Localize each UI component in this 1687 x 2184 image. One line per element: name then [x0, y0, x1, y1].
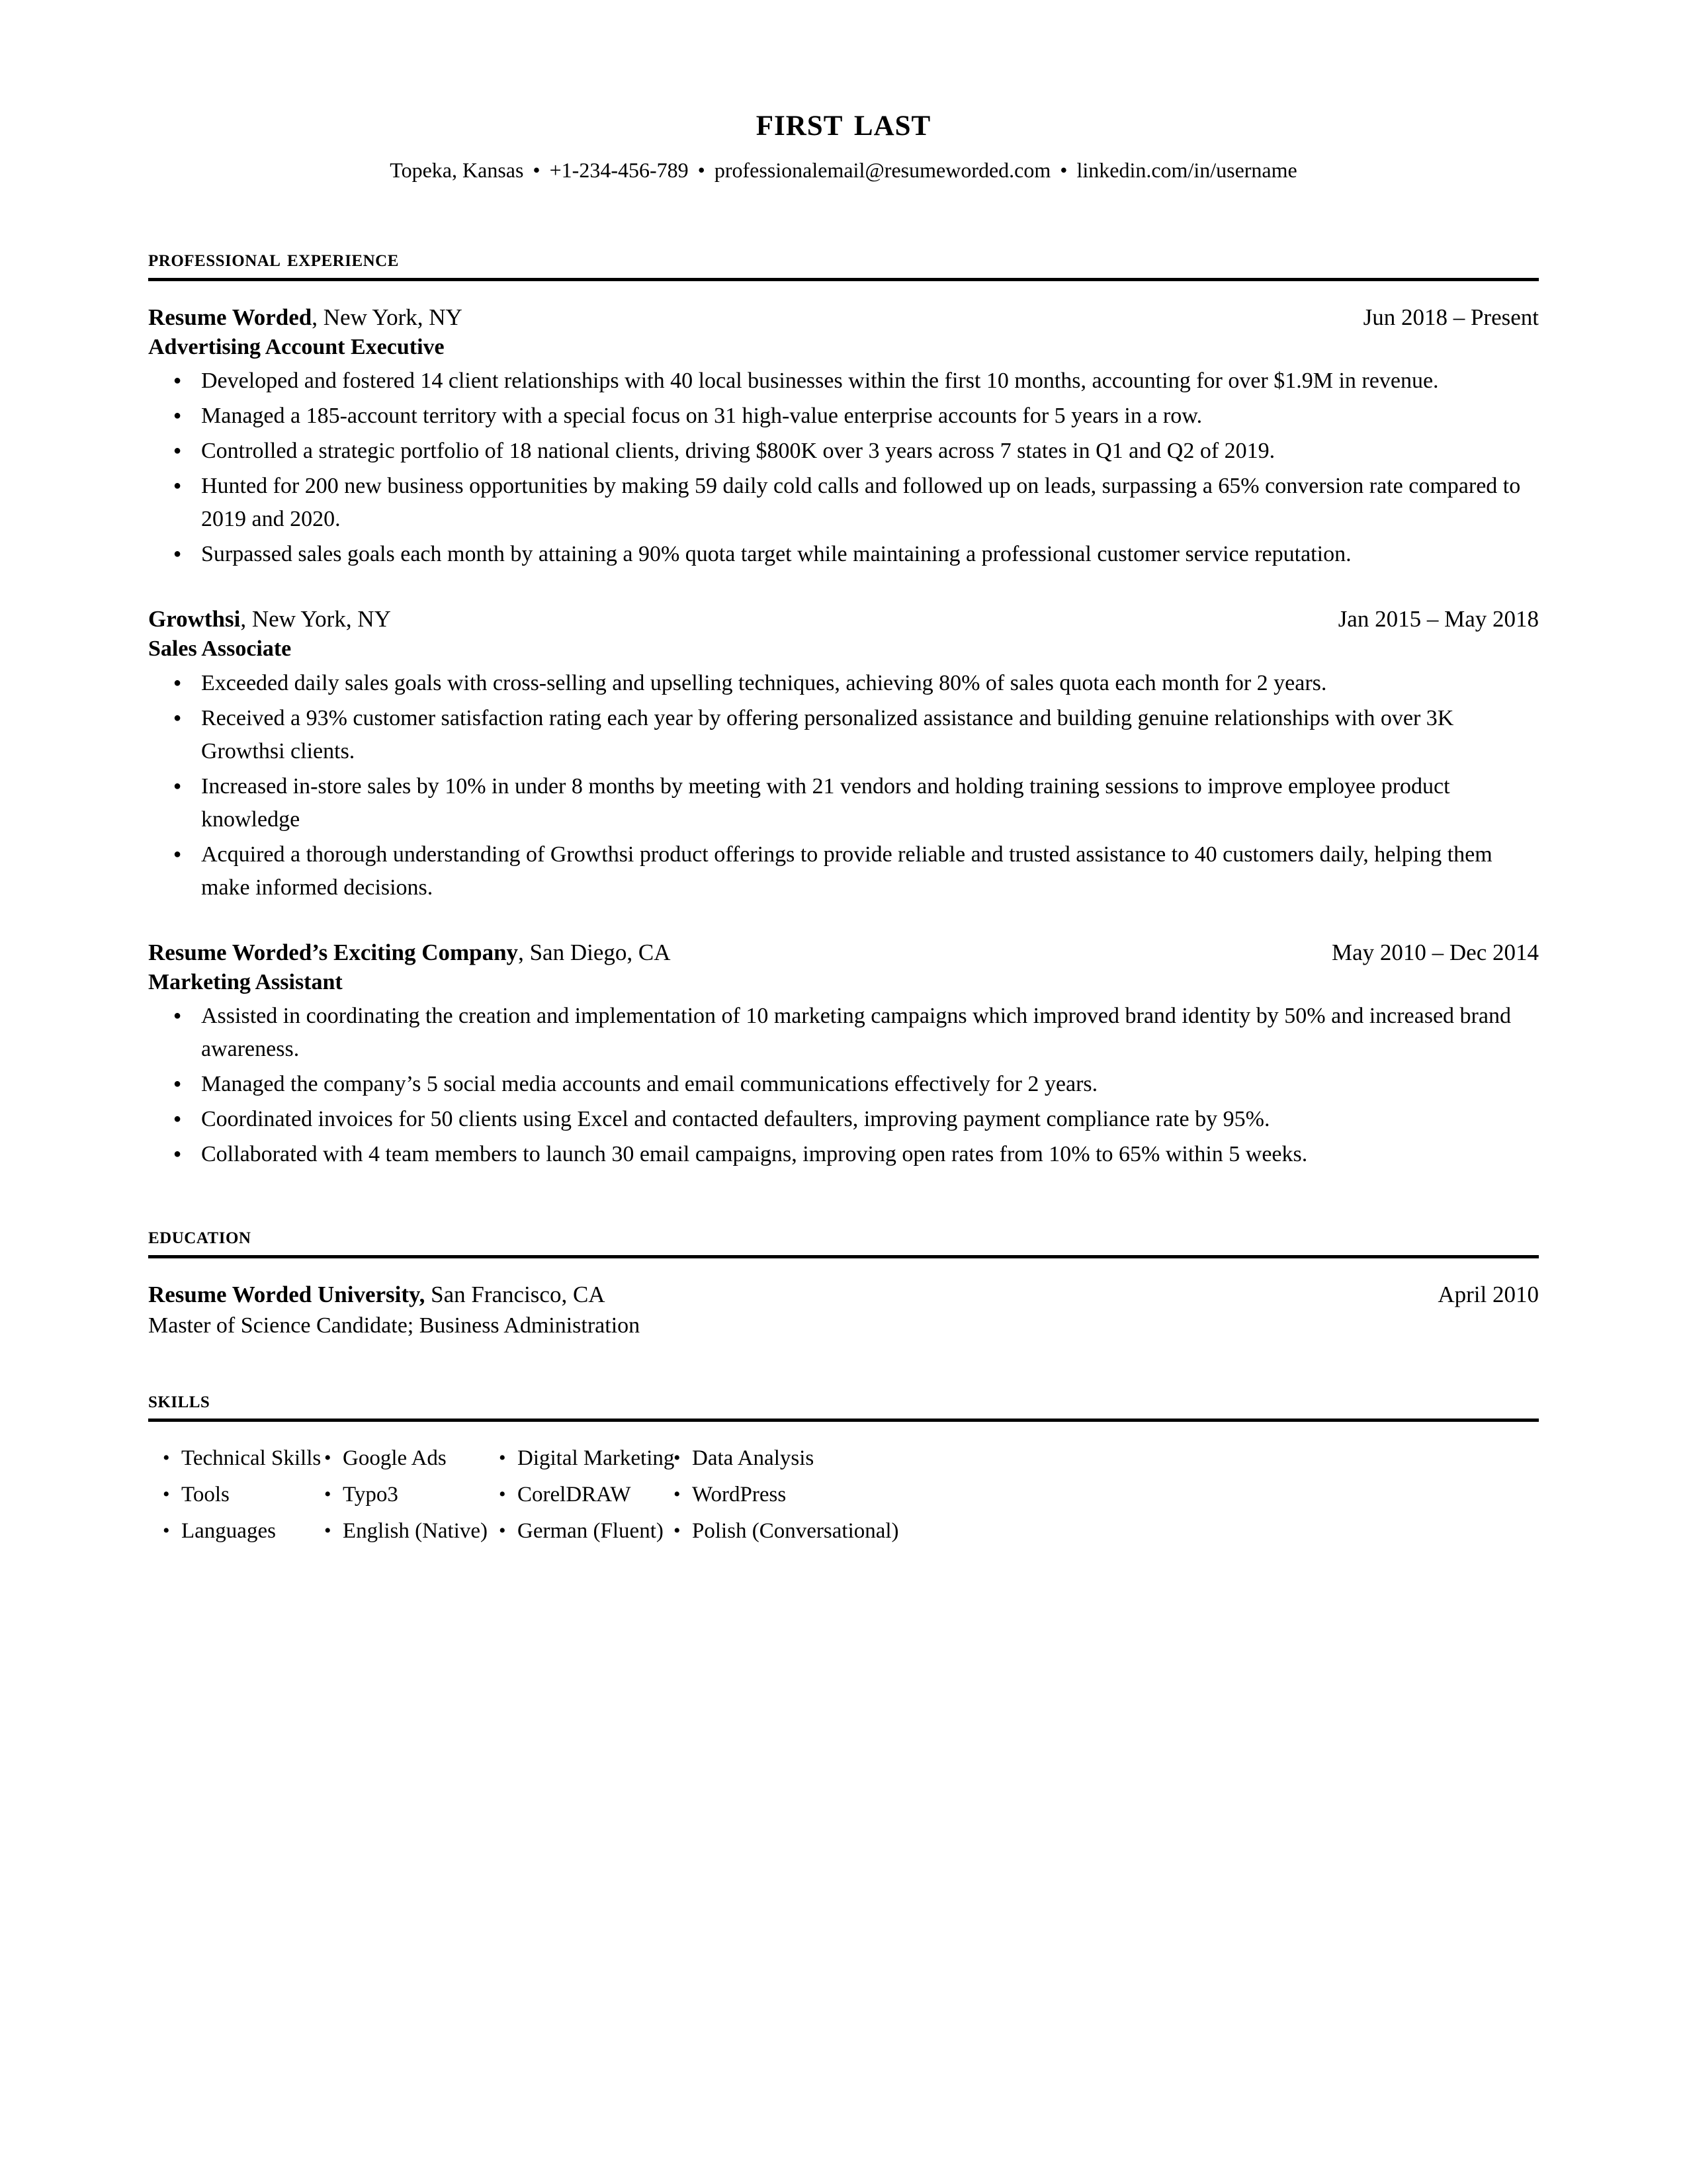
- section-education: [148, 1223, 1539, 1340]
- contact-linkedin[interactable]: linkedin.com/in/username: [1076, 158, 1297, 183]
- experience-organization-location: , New York, NY: [312, 304, 462, 330]
- contact-location: Topeka, Kansas: [390, 158, 524, 183]
- experience-organization-location: , New York, NY: [240, 606, 391, 633]
- skill-item: • German (Fluent): [495, 1516, 670, 1547]
- experience-bullet: ● Received a 93% customer satisfaction rating each year by offering personalized assistance and building genuine relationships with over 3K Growthsi clients.: [148, 702, 1539, 768]
- experience-organization: [148, 304, 462, 331]
- education-institution-name: Resume Worded University,: [148, 1281, 425, 1307]
- section-title-experience: professional experience: [148, 245, 1539, 281]
- experience-job-title: Marketing Assistant: [148, 969, 343, 994]
- contact-separator-1: •: [533, 158, 541, 183]
- experience-bullet-list: [148, 365, 1539, 571]
- experience-entry: [148, 939, 1539, 1171]
- skill-item: • Tools: [159, 1479, 320, 1510]
- skill-item: • Polish (Conversational): [670, 1516, 1539, 1547]
- experience-entry: [148, 304, 1539, 571]
- skill-item: • Data Analysis: [670, 1443, 1539, 1474]
- skills-grid: [148, 1443, 1539, 1547]
- contact-separator-2: •: [697, 158, 705, 183]
- skill-item: • WordPress: [670, 1479, 1539, 1510]
- education-degree: Master of Science Candidate; Business Administration: [148, 1313, 640, 1338]
- experience-date-range: Jan 2015 – May 2018: [1338, 606, 1539, 633]
- skill-item: • Technical Skills: [159, 1443, 320, 1474]
- experience-organization-name: Resume Worded: [148, 304, 312, 330]
- resume-header: [148, 0, 1539, 185]
- section-title-skills: skills: [148, 1387, 1539, 1422]
- experience-bullet-list: [148, 1000, 1539, 1171]
- experience-bullet: ● Exceeded daily sales goals with cross-selling and upselling techniques, achieving 80% of sales quota each month for 2 years.: [148, 667, 1539, 700]
- experience-entry-head: [148, 939, 1539, 967]
- experience-bullet: ● Assisted in coordinating the creation and implementation of 10 marketing campaigns which improved brand identity by 50% and increased brand awareness.: [148, 1000, 1539, 1066]
- skill-item: • CorelDRAW: [495, 1479, 670, 1510]
- experience-organization-name: Growthsi: [148, 606, 241, 633]
- skill-item: • Typo3: [320, 1479, 495, 1510]
- contact-line: [148, 156, 1539, 185]
- skill-item: • Languages: [159, 1516, 320, 1547]
- experience-organization-location: , San Diego, CA: [518, 939, 671, 965]
- experience-bullet: ● Developed and fostered 14 client relationships with 40 local businesses within the first 10 months, accounting for over $1.9M in revenue.: [148, 365, 1539, 398]
- experience-bullet: ● Hunted for 200 new business opportunities by making 59 daily cold calls and followed up on leads, surpassing a 65% conversion rate compared to 2019 and 2020.: [148, 470, 1539, 536]
- experience-bullet-list: [148, 667, 1539, 904]
- experience-bullet: ● Coordinated invoices for 50 clients using Excel and contacted defaulters, improving payment compliance rate by 95%.: [148, 1103, 1539, 1136]
- education-entry: [148, 1281, 1539, 1340]
- skill-item: • Digital Marketing: [495, 1443, 670, 1474]
- skill-item: • English (Native): [320, 1516, 495, 1547]
- section-skills: [148, 1387, 1539, 1547]
- experience-organization: [148, 605, 391, 633]
- experience-bullet: ● Acquired a thorough understanding of Growthsi product offerings to provide reliable and trusted assistance to 40 customers daily, helping them make informed decisions.: [148, 838, 1539, 904]
- experience-organization-name: Resume Worded’s Exciting Company: [148, 939, 519, 965]
- experience-organization: [148, 939, 670, 967]
- contact-separator-3: •: [1060, 158, 1068, 183]
- experience-entry: [148, 605, 1539, 904]
- education-date: April 2010: [1438, 1281, 1539, 1307]
- skill-item: • Google Ads: [320, 1443, 495, 1474]
- contact-phone: +1-234-456-789: [549, 158, 689, 183]
- experience-entry-head: [148, 605, 1539, 633]
- experience-date-range: May 2010 – Dec 2014: [1331, 939, 1539, 965]
- experience-bullet: ● Surpassed sales goals each month by attaining a 90% quota target while maintaining a professional customer service reputation.: [148, 538, 1539, 571]
- experience-entry-head: [148, 304, 1539, 331]
- experience-bullet: ● Controlled a strategic portfolio of 18 national clients, driving $800K over 3 years across 7 states in Q1 and Q2 of 2019.: [148, 435, 1539, 468]
- experience-job-title: Advertising Account Executive: [148, 334, 445, 359]
- experience-bullet: ● Increased in-store sales by 10% in under 8 months by meeting with 21 vendors and holding training sessions to improve employee product knowledge: [148, 770, 1539, 836]
- experience-bullet: ● Managed the company’s 5 social media accounts and email communications effectively for 2 years.: [148, 1068, 1539, 1101]
- experience-bullet: ● Collaborated with 4 team members to launch 30 email campaigns, improving open rates from 10% to 65% within 5 weeks.: [148, 1138, 1539, 1171]
- education-institution: [148, 1281, 605, 1309]
- education-institution-location: San Francisco, CA: [425, 1281, 605, 1307]
- contact-email[interactable]: professionalemail@resumeworded.com: [714, 158, 1051, 183]
- experience-date-range: Jun 2018 – Present: [1363, 304, 1539, 330]
- experience-job-title: Sales Associate: [148, 636, 292, 662]
- experience-bullet: ● Managed a 185-account territory with a special focus on 31 high-value enterprise accounts for 5 years in a row.: [148, 400, 1539, 433]
- candidate-name: first last: [756, 99, 931, 144]
- section-title-education: education: [148, 1223, 1539, 1258]
- education-entry-head: [148, 1281, 1539, 1309]
- section-professional-experience: [148, 245, 1539, 1171]
